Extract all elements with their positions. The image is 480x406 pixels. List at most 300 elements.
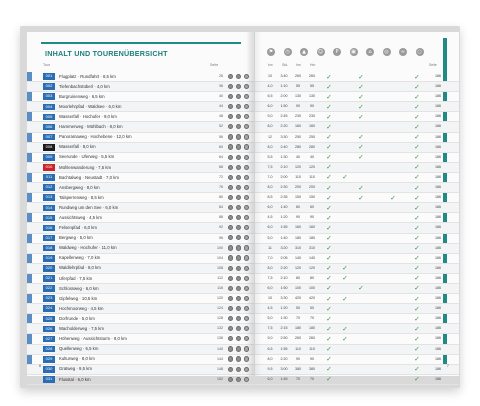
check-icon: ✓ xyxy=(326,193,332,202)
descent-value: 100 xyxy=(309,285,315,290)
type-icon xyxy=(244,155,249,160)
type-icon xyxy=(244,316,249,321)
check-icon: ✓ xyxy=(326,264,332,273)
check-icon: ✓ xyxy=(342,264,348,273)
tour-name: Felsenpfad · 6,0 km xyxy=(59,225,97,231)
hours-value: 1:55 xyxy=(280,225,288,230)
descent-value: 80 xyxy=(310,275,314,280)
ascent-value: 180 xyxy=(295,326,301,331)
season-icon xyxy=(236,104,241,109)
tour-name: Panoramaweg · Hochebene · 12,0 km xyxy=(59,134,132,140)
detail-page: 186 xyxy=(435,185,441,190)
km-value: 10 xyxy=(268,74,272,78)
tour-row xyxy=(27,92,254,102)
check-icon: ✓ xyxy=(358,133,364,142)
km-value: 7,5 xyxy=(267,326,273,331)
season-icon xyxy=(236,74,241,79)
ascent-value: 420 xyxy=(295,296,301,301)
tour-number-badge: 017 xyxy=(43,235,55,242)
detail-page: 186 xyxy=(435,144,441,149)
difficulty-icon xyxy=(228,336,233,341)
tour-detail-row xyxy=(255,213,459,223)
tour-row xyxy=(27,122,254,132)
hours-value: 2:50 xyxy=(280,336,288,341)
tour-page: 112 xyxy=(217,275,223,280)
check-icon: ✓ xyxy=(414,203,420,212)
tour-number-badge: 006 xyxy=(43,124,55,131)
season-icon xyxy=(236,346,241,351)
tour-page: 136 xyxy=(217,336,223,341)
tour-name: Mühlenwanderung · 7,5 km xyxy=(59,164,112,170)
descent-value: 310 xyxy=(309,245,315,250)
tour-detail-row xyxy=(255,183,459,193)
detail-page: 186 xyxy=(435,356,441,361)
page-title: INHALT UND TOURENÜBERSICHT xyxy=(45,49,168,58)
tour-row xyxy=(27,294,254,304)
timer-icon: ◷ xyxy=(285,49,290,55)
tour-page: 88 xyxy=(219,215,223,220)
ascent-value: 180 xyxy=(295,235,301,240)
check-icon: ✓ xyxy=(326,203,332,212)
hours-value: 1:55 xyxy=(280,346,288,351)
season-icon xyxy=(236,134,241,139)
ascent-value: 50 xyxy=(296,306,300,311)
check-icon: ✓ xyxy=(326,183,332,192)
check-icon: ✓ xyxy=(326,304,332,313)
tour-row xyxy=(27,223,254,233)
check-icon: ✓ xyxy=(414,143,420,152)
check-icon: ✓ xyxy=(326,163,332,172)
tour-detail-row xyxy=(255,294,459,304)
right-page-number: 7 xyxy=(446,363,449,368)
difficulty-icon xyxy=(228,276,233,281)
km-value: 8,0 xyxy=(267,185,273,190)
check-icon: ✓ xyxy=(414,223,420,232)
descent-value: 60 xyxy=(310,205,314,210)
hours-value: 3:20 xyxy=(280,245,288,250)
season-icon xyxy=(236,296,241,301)
ascent-value: 120 xyxy=(295,164,301,169)
tour-detail-row xyxy=(255,193,459,203)
tour-detail-row xyxy=(255,375,459,385)
check-icon: ✓ xyxy=(414,355,420,364)
check-icon: ✓ xyxy=(414,92,420,101)
tour-number-badge: 009 xyxy=(43,154,55,161)
type-icon xyxy=(244,144,249,149)
descent-value: 380 xyxy=(309,366,315,371)
season-icon xyxy=(236,336,241,341)
ascent-value: 230 xyxy=(295,114,301,119)
season-icon xyxy=(236,195,241,200)
tour-row xyxy=(27,284,254,294)
type-icon xyxy=(244,74,249,79)
descent-value: 130 xyxy=(309,94,315,99)
hours-value: 1:20 xyxy=(280,215,288,220)
tour-page: 44 xyxy=(219,104,223,109)
type-icon xyxy=(244,134,249,139)
check-icon: ✓ xyxy=(414,304,420,313)
tour-detail-row xyxy=(255,254,459,264)
check-icon: ✓ xyxy=(326,314,332,323)
tour-detail-row xyxy=(255,334,459,344)
tour-number-badge: 026 xyxy=(43,326,55,333)
ascent-value: 280 xyxy=(295,144,301,149)
check-icon: ✓ xyxy=(326,324,332,333)
km-value: 10 xyxy=(268,296,272,301)
tour-name: Kapellenweg · 7,0 km xyxy=(59,255,101,261)
tour-detail-row xyxy=(255,234,459,244)
hours-value: 1:30 xyxy=(280,154,288,159)
descent-value: 70 xyxy=(310,316,314,321)
hours-value: 3:40 xyxy=(280,74,288,78)
tour-row xyxy=(27,133,254,143)
ascent-value: 200 xyxy=(295,185,301,190)
difficulty-icon xyxy=(228,185,233,190)
hiking-icon: ⚑ xyxy=(268,49,274,55)
descent-value: 110 xyxy=(309,174,315,179)
detail-page: 186 xyxy=(435,154,441,159)
type-icon xyxy=(244,94,249,99)
check-icon: ✓ xyxy=(358,153,364,162)
tour-row xyxy=(27,324,254,334)
view-icon: ◎ xyxy=(384,49,389,55)
col-tour-label: Tour xyxy=(43,63,50,67)
ascent-value: 90 xyxy=(296,104,300,109)
km-value: 6,0 xyxy=(267,104,273,109)
check-icon: ✓ xyxy=(326,244,332,253)
tour-detail-row xyxy=(255,264,459,274)
ascent-value: 90 xyxy=(296,356,300,361)
tour-name: Wasserfall · 8,0 km xyxy=(59,144,96,150)
season-icon xyxy=(236,84,241,89)
tour-detail-row xyxy=(255,304,459,314)
detail-page: 186 xyxy=(435,134,441,139)
open-book xyxy=(20,26,460,388)
tour-name: Dorfrunde · 5,0 km xyxy=(59,315,95,321)
tour-detail-row xyxy=(255,92,459,102)
check-icon: ✓ xyxy=(326,355,332,364)
parking-icon: P xyxy=(333,48,341,56)
difficulty-icon xyxy=(228,215,233,220)
tour-page: 132 xyxy=(217,326,223,331)
descent-value: 110 xyxy=(309,346,315,351)
type-icon xyxy=(244,165,249,170)
tour-name: Flusstal · 6,0 km xyxy=(59,376,91,382)
type-icon xyxy=(244,377,249,382)
ascent-value: 60 xyxy=(296,205,300,210)
check-icon: ✓ xyxy=(326,153,332,162)
check-icon: ✓ xyxy=(414,264,420,273)
detail-page: 186 xyxy=(435,265,441,270)
tour-number-badge: 001 xyxy=(43,73,55,80)
check-icon: ✓ xyxy=(326,112,332,121)
tour-detail-row xyxy=(255,173,459,183)
check-icon: ✓ xyxy=(326,122,332,131)
tour-name: Waldlehrpfad · 8,0 km xyxy=(59,265,101,271)
hours-value: 2:00 xyxy=(280,94,288,99)
difficulty-icon xyxy=(228,155,233,160)
ascent-value: 55 xyxy=(296,84,300,89)
check-icon: ✓ xyxy=(414,334,420,343)
tour-row xyxy=(27,153,254,163)
detail-page: 186 xyxy=(435,306,441,311)
tour-name: Waldweg · Hochufer · 11,0 km xyxy=(59,245,117,251)
ascent-value: 160 xyxy=(295,124,301,129)
tour-number-badge: 005 xyxy=(43,114,55,121)
bus-icon: ▣ xyxy=(351,49,356,55)
difficulty-icon xyxy=(228,346,233,351)
season-icon xyxy=(236,165,241,170)
km-value: 9,5 xyxy=(267,366,273,371)
check-icon: ✓ xyxy=(326,375,332,384)
descent-value: 260 xyxy=(309,336,315,341)
descent-value: 250 xyxy=(309,134,315,139)
check-icon: ✓ xyxy=(326,254,332,263)
tour-row xyxy=(27,203,254,213)
season-icon xyxy=(236,356,241,361)
check-icon: ✓ xyxy=(390,193,396,202)
tour-name: Burgruinenweg · 6,5 km xyxy=(59,93,105,99)
check-icon: ✓ xyxy=(414,345,420,354)
km-value: 5,5 xyxy=(267,154,273,159)
km-value: 11 xyxy=(268,245,272,250)
season-icon xyxy=(236,215,241,220)
tour-detail-row xyxy=(255,314,459,324)
difficulty-icon xyxy=(228,235,233,240)
check-icon: ✓ xyxy=(326,365,332,374)
left-page-number: 6 xyxy=(39,363,42,368)
detail-page: 186 xyxy=(435,326,441,331)
km-value: 4,0 xyxy=(267,84,273,89)
difficulty-icon xyxy=(228,175,233,180)
elevation-icon: ▲ xyxy=(300,48,308,56)
tour-name: Wasserfall · Hochufer · 9,0 km xyxy=(59,114,117,120)
type-icon xyxy=(244,286,249,291)
check-icon: ✓ xyxy=(358,112,364,121)
tour-name: Rundweg um den See · 6,0 km xyxy=(59,204,119,210)
check-icon: ✓ xyxy=(414,284,420,293)
check-icon: ✓ xyxy=(342,173,348,182)
hours-value: 2:20 xyxy=(280,356,288,361)
ascent-value: 160 xyxy=(295,225,301,230)
tour-row xyxy=(27,193,254,203)
check-icon: ✓ xyxy=(326,102,332,111)
difficulty-icon xyxy=(228,245,233,250)
family-icon: ☺ xyxy=(317,49,324,55)
hours-value: 2:00 xyxy=(280,174,288,179)
tour-detail-row xyxy=(255,143,459,153)
detail-page: 186 xyxy=(435,296,441,301)
tour-name: Flugplatz · Rundfahrt · 8,5 km xyxy=(59,73,116,79)
tour-detail-row xyxy=(255,223,459,233)
check-icon: ✓ xyxy=(326,284,332,293)
hours-value: 2:10 xyxy=(280,164,288,169)
tour-page: 116 xyxy=(217,285,223,290)
tour-page: 72 xyxy=(219,174,223,179)
difficulty-icon xyxy=(228,165,233,170)
check-icon: ✓ xyxy=(342,324,348,333)
tour-page: 48 xyxy=(219,114,223,119)
tour-page: 64 xyxy=(219,154,223,159)
left-page xyxy=(27,32,255,382)
check-icon: ✓ xyxy=(358,82,364,91)
check-icon: ✓ xyxy=(326,143,332,152)
water-icon: ≈ xyxy=(400,49,406,55)
hours-value: 1:50 xyxy=(280,104,288,109)
tour-page: 104 xyxy=(217,255,223,260)
check-icon: ✓ xyxy=(414,234,420,242)
tour-page: 40 xyxy=(219,94,223,99)
detail-page: 186 xyxy=(435,255,441,260)
hours-value: 3:00 xyxy=(280,366,288,371)
title-rule xyxy=(41,42,241,44)
tour-detail-row xyxy=(255,203,459,213)
tour-name: Bergweg · 5,0 km xyxy=(59,235,93,241)
hours-value: 1:10 xyxy=(280,84,288,89)
tour-name: Hochmoorweg · 4,5 km xyxy=(59,305,104,311)
season-icon xyxy=(236,326,241,331)
check-icon: ✓ xyxy=(326,133,332,142)
difficulty-icon xyxy=(228,124,233,129)
season-icon xyxy=(236,266,241,271)
check-icon: ✓ xyxy=(326,72,332,81)
check-icon: ✓ xyxy=(358,193,364,202)
check-icon: ✓ xyxy=(358,143,364,152)
tour-row xyxy=(27,314,254,324)
km-value: 5,0 xyxy=(267,316,273,321)
check-icon: ✓ xyxy=(414,153,420,162)
ascent-value: 310 xyxy=(295,245,301,250)
tour-number-badge: 018 xyxy=(43,245,55,252)
ascent-value: 80 xyxy=(296,275,300,280)
tour-number-badge: 027 xyxy=(43,336,55,343)
type-icon xyxy=(244,104,249,109)
tour-page: 128 xyxy=(217,316,223,321)
type-icon xyxy=(244,235,249,240)
hours-value: 1:40 xyxy=(280,235,288,240)
season-icon xyxy=(236,144,241,149)
km-value: 7,0 xyxy=(267,255,273,260)
ascent-value: 250 xyxy=(295,134,301,139)
check-icon: ✓ xyxy=(342,294,348,303)
season-icon xyxy=(236,94,241,99)
col-hours: Std. xyxy=(282,63,289,67)
tour-number-badge: 022 xyxy=(43,285,55,292)
tour-number-badge: 031 xyxy=(43,376,55,383)
km-value: 7,0 xyxy=(267,174,273,179)
ascent-value: 70 xyxy=(296,316,300,321)
detail-page: 186 xyxy=(435,376,441,381)
type-icon xyxy=(244,346,249,351)
tour-row xyxy=(27,72,254,82)
tour-detail-row xyxy=(255,153,459,163)
tour-page: 100 xyxy=(217,245,223,250)
difficulty-icon xyxy=(228,195,233,200)
check-icon: ✓ xyxy=(414,122,420,131)
tour-number-badge: 014 xyxy=(43,205,55,212)
season-icon xyxy=(236,114,241,119)
check-icon: ✓ xyxy=(414,183,420,192)
tour-page: 84 xyxy=(219,205,223,210)
tour-number-badge: 008 xyxy=(43,144,55,151)
type-icon xyxy=(244,356,249,361)
tour-page: 120 xyxy=(217,296,223,301)
check-icon: ✓ xyxy=(414,82,420,91)
hours-value: 2:10 xyxy=(280,275,288,280)
tour-detail-row xyxy=(255,244,459,254)
tour-detail-row xyxy=(255,163,459,173)
descent-value: 120 xyxy=(309,164,315,169)
col-descent: Hm xyxy=(310,63,316,67)
season-icon xyxy=(236,225,241,230)
season-icon xyxy=(236,235,241,240)
type-icon xyxy=(244,195,249,200)
tour-details-table xyxy=(255,72,459,385)
type-icon xyxy=(244,266,249,271)
tour-list xyxy=(27,72,254,385)
descent-value: 140 xyxy=(309,255,315,260)
detail-page: 186 xyxy=(435,235,441,240)
detail-page: 186 xyxy=(435,114,441,119)
tour-name: Seerunde · Uferweg · 5,5 km xyxy=(59,154,115,160)
tour-name: Moorlehrpfad · Waldsee · 6,0 km xyxy=(59,103,122,109)
tour-name: Aussichtsweg · 4,5 km xyxy=(59,215,102,220)
type-icon xyxy=(244,326,249,331)
check-icon: ✓ xyxy=(414,244,420,253)
tour-page: 80 xyxy=(219,195,223,200)
check-icon: ✓ xyxy=(414,294,420,303)
check-icon: ✓ xyxy=(326,294,332,303)
tour-row xyxy=(27,163,254,173)
type-icon xyxy=(244,306,249,311)
km-value: 6,0 xyxy=(267,285,273,290)
descent-value: 70 xyxy=(310,376,314,381)
detail-page: 186 xyxy=(435,94,441,99)
descent-value: 200 xyxy=(309,185,315,190)
tour-page: 68 xyxy=(219,164,223,169)
difficulty-icon xyxy=(228,356,233,361)
km-value: 9,0 xyxy=(267,336,273,341)
detail-page: 186 xyxy=(435,245,441,250)
tour-row xyxy=(27,173,254,183)
tour-name: Quellenweg · 6,5 km xyxy=(59,346,99,352)
km-value: 6,0 xyxy=(267,225,273,230)
tour-row xyxy=(27,234,254,244)
difficulty-icon xyxy=(228,134,233,139)
tour-name: Gratweg · 9,5 km xyxy=(59,366,92,372)
tour-name: Höhenweg · Aussichtsturm · 9,0 km xyxy=(59,336,127,342)
detail-page: 186 xyxy=(435,84,441,89)
tour-row xyxy=(27,365,254,375)
difficulty-icon xyxy=(228,74,233,79)
tour-row xyxy=(27,375,254,385)
tour-row xyxy=(27,264,254,274)
hours-value: 1:20 xyxy=(280,306,288,311)
tour-row xyxy=(27,304,254,314)
descent-value: 280 xyxy=(309,144,315,149)
km-value: 6,5 xyxy=(267,94,273,99)
tour-page: 108 xyxy=(217,265,223,270)
km-value: 6,0 xyxy=(267,205,273,210)
tour-name: Tiefenbachstüberl · 4,0 km xyxy=(59,83,110,89)
check-icon: ✓ xyxy=(326,274,332,283)
type-icon xyxy=(244,114,249,119)
check-icon: ✓ xyxy=(358,72,364,81)
tour-name: Bachtalweg · Neustadt · 7,0 km xyxy=(59,174,119,180)
col-page-label: Seite xyxy=(210,63,219,67)
ascent-value: 380 xyxy=(295,366,301,371)
type-icon xyxy=(244,367,249,372)
